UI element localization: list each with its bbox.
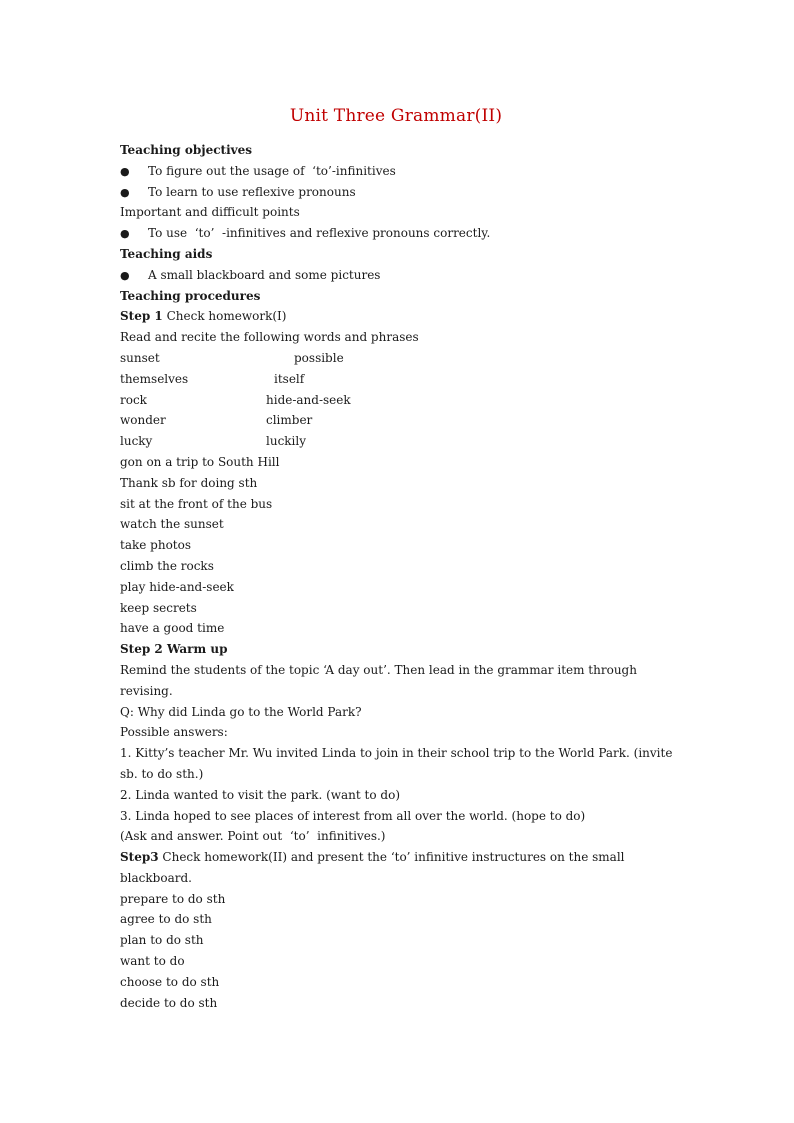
infinitive-item: choose to do sth: [120, 974, 220, 989]
bullet-icon: ●: [120, 268, 130, 282]
phrase-item: play hide-and-seek: [120, 579, 234, 594]
answer-item: 2. Linda wanted to visit the park. (want to do): [120, 787, 400, 802]
phrase-item: have a good time: [120, 621, 225, 636]
bullet-icon: ●: [120, 164, 130, 178]
answer-note: (Ask and answer. Point out ‘to’ infinitives.): [120, 829, 386, 844]
step3-label: Step3: [120, 850, 159, 865]
phrase-item: take photos: [120, 538, 192, 553]
points-heading: Important and difficult points: [120, 205, 300, 220]
phrase-item: sit at the front of the bus: [120, 496, 273, 511]
infinitive-item: agree to do sth: [120, 912, 212, 927]
aids-heading: Teaching aids: [120, 246, 213, 261]
step1-text: Check homework(I): [162, 309, 287, 324]
step1-line: [120, 306, 690, 327]
answer-item: 3. Linda hoped to see places of interest from all over the world. (hope to do): [120, 808, 586, 823]
possible-answers-label: Possible answers:: [120, 725, 228, 740]
phrase-item: gon on a trip to South Hill: [120, 454, 280, 469]
answer-item: 1. Kitty’s teacher Mr. Wu invited Linda to join in their school trip to the World Park. (invite sb. to do sth.): [120, 746, 673, 781]
question-text: Q: Why did Linda go to the World Park?: [120, 704, 362, 719]
step3-text: Check homework(II) and present the ‘to’ infinitive instructures on the small blackboard.: [120, 850, 625, 885]
bullet-icon: ●: [120, 227, 130, 241]
word-pair-row: themselves itself: [120, 371, 305, 386]
aid-item: ● A small blackboard and some pictures: [120, 265, 690, 286]
infinitive-item: plan to do sth: [120, 933, 204, 948]
objective-item: ● To learn to use reflexive pronouns: [120, 182, 690, 203]
phrase-item: watch the sunset: [120, 517, 224, 532]
point-item: ● To use ‘to’ -infinitives and reflexive pronouns correctly.: [120, 223, 690, 244]
objectives-heading: Teaching objectives: [120, 143, 252, 157]
infinitive-item: want to do: [120, 954, 185, 969]
word-pair-row: lucky luckily: [120, 434, 307, 449]
objective-item: ● To figure out the usage of ‘to’-infinitives: [120, 161, 690, 182]
page-title: Unit Three Grammar(II): [289, 106, 503, 126]
bullet-icon: ●: [120, 185, 130, 199]
step2-text: Remind the students of the topic ‘A day out’. Then lead in the grammar item through revising.: [120, 662, 637, 698]
word-pair-row: wonder climber: [120, 413, 313, 428]
infinitive-item: decide to do sth: [120, 995, 218, 1010]
word-pair-row: sunset possible: [120, 350, 344, 365]
lesson-content: [120, 140, 690, 1013]
word-pair-row: rock hide-and-seek: [120, 392, 351, 407]
step3-paragraph: [120, 847, 690, 889]
infinitive-item: prepare to do sth: [120, 891, 226, 906]
step2-heading: Step 2 Warm up: [120, 642, 228, 657]
procedures-heading: Teaching procedures: [120, 288, 261, 303]
step1-intro: Read and recite the following words and phrases: [120, 330, 419, 345]
phrase-item: climb the rocks: [120, 558, 214, 573]
phrase-item: Thank sb for doing sth: [120, 475, 258, 490]
phrase-item: keep secrets: [120, 600, 197, 615]
step1-label: Step 1: [120, 309, 163, 324]
